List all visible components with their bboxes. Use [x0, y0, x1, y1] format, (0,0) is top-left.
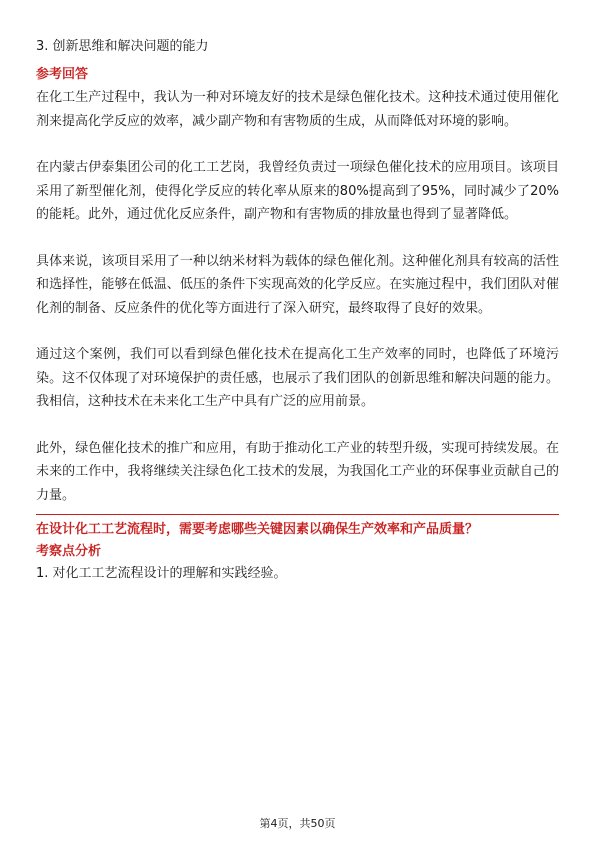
page-footer: 第4页，共50页 [259, 817, 336, 830]
answer-paragraph: 在内蒙古伊泰集团公司的化工工艺岗，我曾经负责过一项绿色催化技术的应用项目。该项目采用了新型催化剂，使得化学反应的转化率从原来的80%提高到了95%，同时减少了20%的能耗。此外，通过优化反应条件，副产物和有害物质的排放量也得到了显著降低。 [36, 160, 559, 222]
analysis-item: 1. 对化工工艺流程设计的理解和实践经验。 [36, 566, 287, 581]
answer-paragraph: 此外，绿色催化技术的推广和应用，有助于推动化工产业的转型升级，实现可持续发展。在未来的工作中，我将继续关注绿色化工技术的发展，为我国化工产业的环保事业贡献自己的力量。 [36, 440, 559, 503]
question-heading: 在设计化工工艺流程时，需要考虑哪些关键因素以确保生产效率和产品质量？ [36, 522, 479, 537]
answer-paragraph: 在化工生产过程中，我认为一种对环境友好的技术是绿色催化技术。这种技术通过使用催化剂来提高化学反应的效率，减少副产物和有害物质的生成，从而降低对环境的影响。 [36, 90, 559, 129]
section-item: 3. 创新思维和解决问题的能力 [36, 39, 209, 54]
analysis-heading: 考察点分析 [36, 544, 102, 559]
paragraph-gap [36, 320, 559, 343]
section-divider [36, 514, 559, 515]
paragraph-gap [36, 227, 559, 250]
paragraph-gap [36, 414, 559, 437]
answer-paragraph: 通过这个案例，我们可以看到绿色催化技术在提高化工生产效率的同时，也降低了环境污染。这不仅体现了对环境保护的责任感，也展示了我们团队的创新思维和解决问题的能力。我相信，这种技术在未来化工生产中具有广泛的应用前景。 [36, 347, 559, 409]
document-page [36, 36, 559, 585]
paragraph-gap [36, 133, 559, 156]
answer-paragraph: 具体来说，该项目采用了一种以纳米材料为载体的绿色催化剂。这种催化剂具有较高的活性和选择性，能够在低温、低压的条件下实现高效的化学反应。在实施过程中，我们团队对催化剂的制备、反应条件的优化等方面进行了深入研究，最终取得了良好的效果。 [36, 253, 559, 316]
answer-heading: 参考回答 [36, 67, 89, 82]
